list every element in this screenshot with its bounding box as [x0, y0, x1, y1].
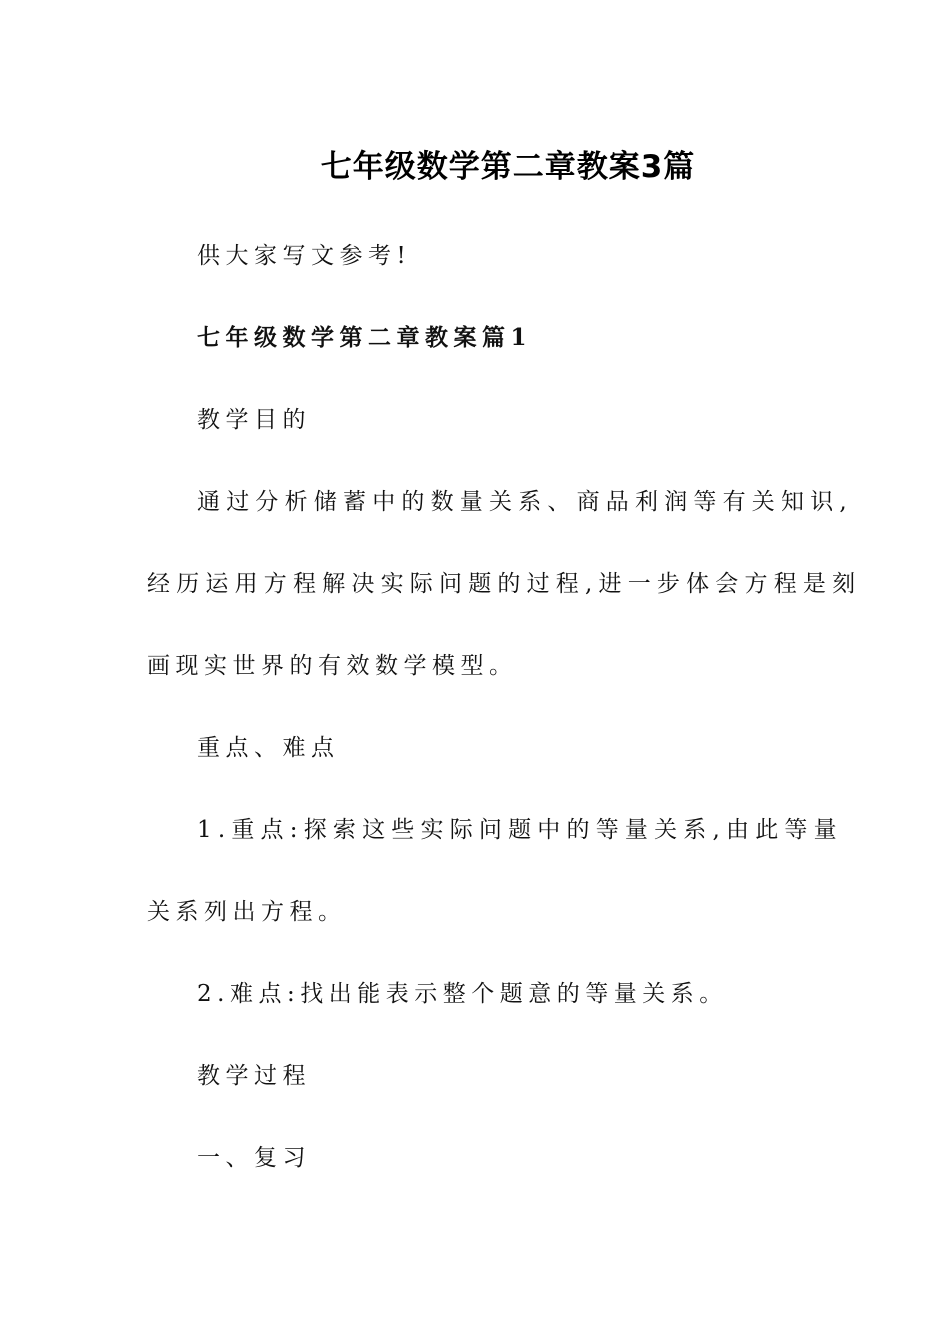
section-heading: 七年级数学第二章教案篇1	[197, 324, 533, 351]
teaching-goal-line-3: 画现实世界的有效数学模型。	[147, 653, 518, 679]
teaching-goal-line-1: 通过分析储蓄中的数量关系、商品利润等有关知识,	[197, 489, 853, 515]
review-heading: 一、复习	[197, 1145, 311, 1171]
document-title: 七年级数学第二章教案3篇	[320, 149, 696, 185]
key-point-1-line-2: 关系列出方程。	[147, 899, 347, 925]
teaching-goal-line-2: 经历运用方程解决实际问题的过程,进一步体会方程是刻	[147, 571, 862, 597]
teaching-goal-heading: 教学目的	[197, 407, 311, 433]
process-heading: 教学过程	[197, 1063, 311, 1089]
key-point-1-line-1: 1.重点:探索这些实际问题中的等量关系,由此等量	[197, 817, 843, 843]
intro-text: 供大家写文参考!	[197, 243, 412, 269]
key-point-2: 2.难点:找出能表示整个题意的等量关系。	[197, 981, 728, 1007]
key-points-heading: 重点、难点	[197, 735, 340, 761]
